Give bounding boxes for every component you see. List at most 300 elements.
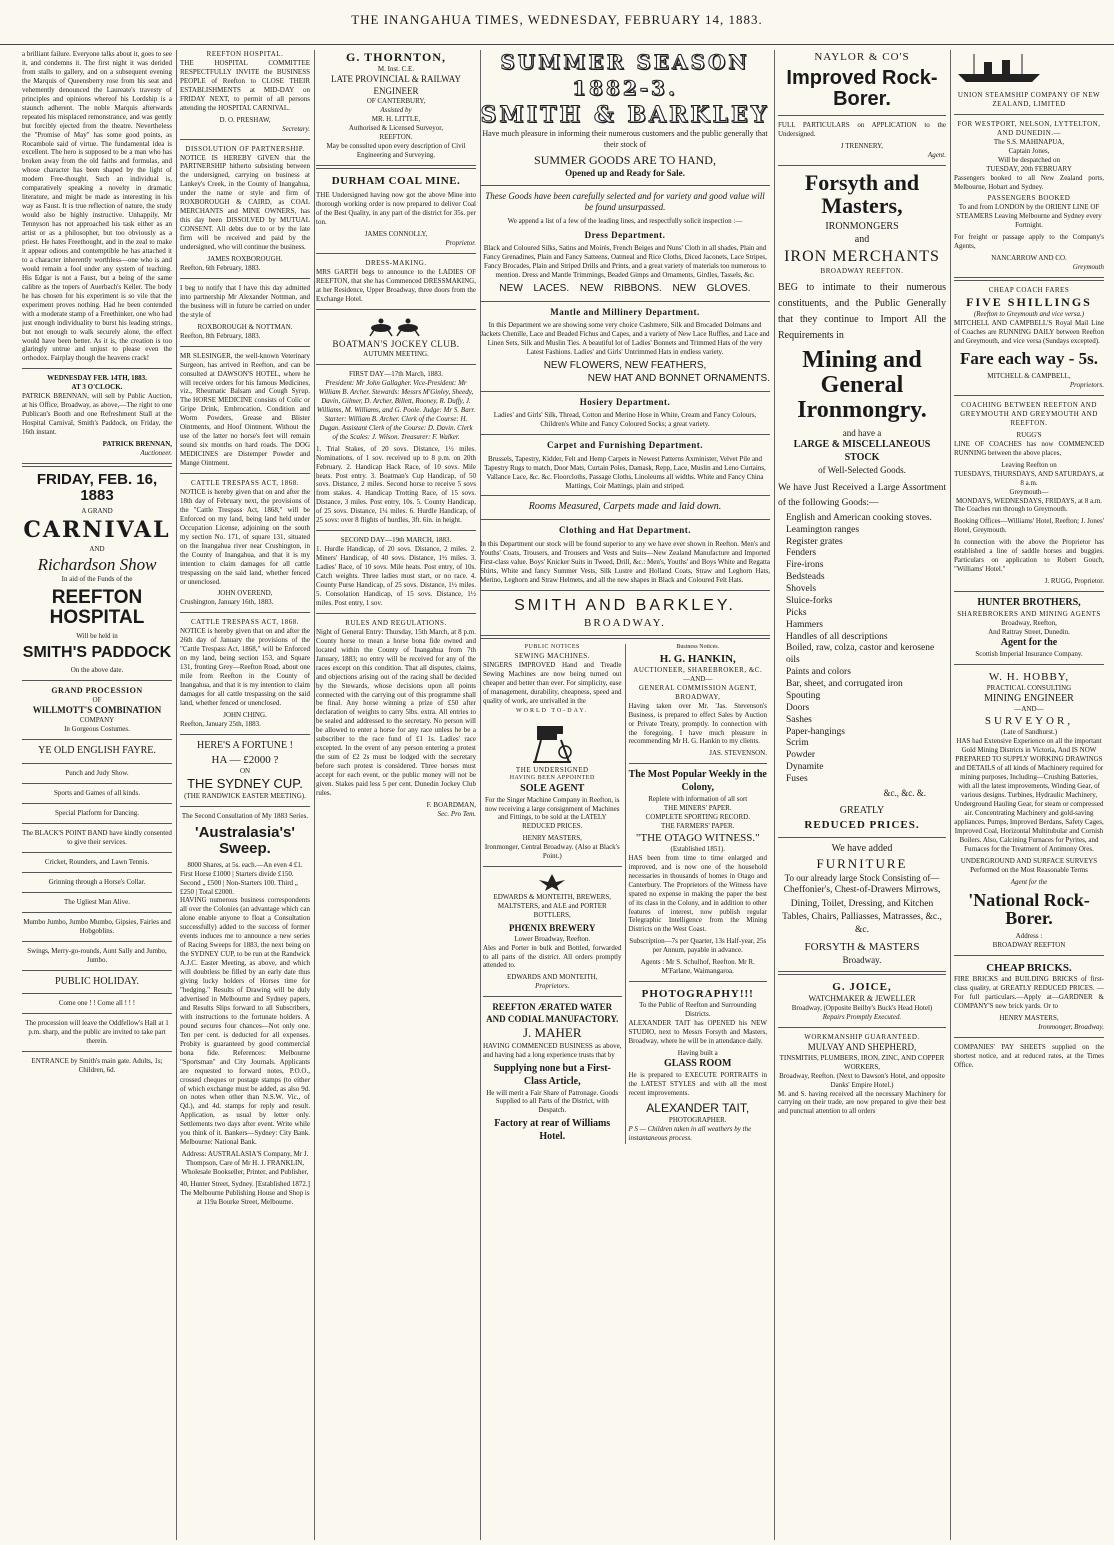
pay-sheets: COMPANIES' PAY SHEETS supplied on the shortest notice, and at reduced rates, at the Times Office.: [954, 1043, 1104, 1069]
swings: Swings, Merry-go-rounds, Aunt Sally and Jumbo, Jumbo.: [27, 946, 167, 964]
otago-witness: "THE OTAGO WITNESS.": [635, 831, 760, 844]
smith-barkley-footer: SMITH AND BARKLEY.: [514, 596, 736, 614]
sweep-title: 'Australasia's' Sweep.: [195, 824, 295, 857]
thornton-assisted: Assisted by: [380, 106, 412, 115]
goods-item: Picks: [786, 607, 807, 618]
goods-item: Register grates: [786, 536, 843, 547]
henry-masters: HENRY MASTERS,: [522, 834, 582, 843]
ruggs: RUGG'S: [1016, 430, 1042, 439]
divider: [22, 872, 172, 873]
and-text: AND: [89, 544, 105, 553]
on-text: ON: [239, 766, 251, 775]
thornton-licensed: Authorised & Licensed Surveyor,: [348, 124, 444, 133]
sharebrokers: SHAREBROKERS AND MINING AGENTS: [957, 609, 1101, 618]
divider: [180, 473, 310, 474]
hosiery-heading: Hosiery Department.: [579, 396, 671, 407]
divider: [22, 680, 172, 681]
trennery: J TRENNERY,: [840, 141, 884, 150]
sydney-cup: THE SYDNEY CUP.: [187, 775, 303, 791]
procession: GRAND PROCESSION: [51, 685, 143, 695]
mantle-heading: Mantle and Millinery Department.: [550, 306, 700, 317]
carnival-title: CARNIVAL: [23, 517, 171, 544]
divider: [316, 165, 476, 169]
divider: [22, 912, 172, 913]
coaching: COACHING BETWEEN REEFTON AND GREYMOUTH AND GREYMOUTH AND REEFTON.: [960, 400, 1098, 427]
laces: NEW LACES. NEW RIBBONS. NEW GLOVES.: [499, 283, 751, 294]
ha-prize: HA — £2000 ?: [211, 753, 279, 766]
hosiery-text: Ladies' and Girls' Silk, Thread, Cotton and Merino Hose in White, Cream and Fancy Colours, Children's White and Fancy Coloured Socks; a great variety.: [493, 411, 757, 429]
divider: [22, 970, 172, 971]
westport: FOR WESTPORT, NELSON, LYTTELTON, AND DUNEDIN.—: [957, 119, 1101, 137]
divider: [480, 391, 770, 392]
sweep-body: HAVING numerous business correspondents all over the Colonies (an advantage which can alone enable anyone to float a Consultation successfully) added to the success of former events induces me to announce a new series of Racing Sweeps for 1883, the next being on the SYDNEY CUP, to be run at the Randwick A.J.C. Easter Meeting, as above, and which will doubtless be filled by an early date thus giving lucky holders of Horses time for "hedging." Results of Drawing will be duly advertised in Melbourne and Sydney papers, and Results Slips forward to all Subscribers, with instructions to the fortunate holders. A pound secures four chances—Not only one. Ten per cent. is deducted for all expenses. Probity is guaranteed by good commercial bona fide. References: Melbourne "Sportsman" and City Journals. Applicants are requested to forward notes, P.O.O., crossed cheques or postage stamps (to either of which exchange must be added, as also 9d. on notes when other than N.S.W. Vic., of Qd.), and 4d. stamps for reply and result. Application, as usual by letter only. Settlements two days after event. Write while you think of it. Bankers—Sydney: City Bank. Melbourne: National Bank.: [180, 896, 310, 1147]
platform: Special Platform for Dancing.: [55, 809, 139, 818]
sewing-machine-icon: [527, 718, 577, 764]
coal-body: THE Undersigned having now got the above Mine into thorough working order is now prepared to deliver Coal of the Best Quality, in any part of the district for 35s. per ton.: [316, 191, 476, 226]
smiths-paddock: SMITH'S PADDOCK: [22, 644, 172, 662]
bricks-role: Ironmonger, Broadway.: [1038, 1023, 1104, 1032]
goods-item: Sashes: [786, 714, 812, 725]
goods-item: Spouting: [786, 690, 821, 701]
column-3: [316, 50, 481, 1540]
goods-item: Fenders: [786, 548, 817, 559]
divider: [954, 277, 1104, 281]
goods-item: Fuses: [786, 774, 808, 785]
masthead: THE INANGAHUA TIMES, WEDNESDAY, FEBRUARY 14, 1883.: [0, 0, 1114, 45]
tait-name: ALEXANDER TAIT,: [646, 1100, 750, 1115]
world-today: WORLD TO-DAY.: [516, 708, 589, 715]
farmers-paper: THE FARMERS' PAPER.: [661, 821, 735, 830]
smith-barkley-banner: SMITH & BARKLEY: [480, 102, 770, 129]
booking: Booking Offices—Williams' Hotel, Reefton; J. Jones' Hotel, Greymouth.: [954, 517, 1104, 535]
divider: [480, 434, 770, 435]
divider: [22, 993, 172, 994]
divider: [180, 278, 310, 279]
cattle2-sign: JOHN CHING.: [223, 710, 267, 719]
divider: [22, 463, 172, 467]
broadway-reefton: BROADWAY REEFTON.: [820, 267, 904, 276]
joice: G. JOICE,: [832, 981, 892, 994]
despatched: Will be despatched on: [997, 155, 1061, 164]
days2: MONDAYS, WEDNESDAYS, FRIDAYS, at 8 a.m.: [955, 496, 1103, 505]
witness-body: HAS been from time to time enlarged and improved, and is now one of the household necessaries in thousands of homes in Otago and Canterbury. The Proprietors of the Witness have spared no expense in making the paper the best of its class in the Colony, and in addition to other features of interest, now publish regular Telegraphic Intelligence from the Mining Districts on the West Coast.: [628, 853, 767, 934]
sandhurst: (Late of Sandhurst.): [1000, 728, 1058, 737]
divider: [22, 763, 172, 764]
stevenson-sign: JAS. STEVENSON.: [709, 749, 767, 758]
the-undersigned: THE UNDERSIGNED: [515, 766, 589, 775]
divider: [778, 115, 946, 116]
weekly: The Most Popular Weekly in the Colony,: [628, 769, 767, 794]
line-of-coaches: LINE OF COACHES has now COMMENCED RUNNING between the above places,: [954, 439, 1104, 457]
club-title: BOATMAN'S JOCKEY CLUB.: [332, 338, 460, 349]
thornton-little: MR. H. LITTLE,: [371, 115, 421, 124]
tuesday: TUESDAY, 20th FEBRUARY: [986, 164, 1072, 173]
cattle2-body: NOTICE is hereby given that on and after the 26th day of January the provisions of the "Cattle Trespass Act, 1868," will be Enforced on my land, being section 153, and Square 131, fronting Grey—Reefton Road, about one mile from Reefton in the County of Inangahua, and that it is my intention to claim damages for all cattle trespassing on the said land, whether fenced or unenclosed.: [180, 627, 310, 707]
dissolution-date: Reefton, 6th February, 1883.: [180, 263, 261, 272]
furniture-list: Cheffonier's, Chest-of-Drawers Mirrows, Dining, Toilet, Dressing, and Kitchen Tables, Chairs, Palliasses, Matrasses, &c., &c.: [782, 885, 942, 936]
connection: In connection with the above the Proprietor has established a line of saddle horses and buggies. Particulars on application to Robert Gouch, "Williams' Hotel.": [954, 538, 1104, 574]
brewery-body: EDWARDS & MONTEITH, BREWERS, MALTSTERS, and ALE and PORTER BOTTLERS,: [493, 893, 612, 920]
auction-time: AT 3 O'CLOCK.: [71, 383, 123, 392]
selected-text: These Goods have been carefully selected and for variety and good value will be found unsurpassed.: [485, 190, 765, 213]
hospital-sign: D. O. PRESHAW,: [219, 115, 271, 124]
brewery-role: Proprietors.: [535, 982, 570, 991]
shares: 8000 Shares, at 5s. each.—An even 4 £1.: [187, 860, 303, 869]
first-day: FIRST DAY—17th March, 1883.: [349, 370, 443, 379]
band: The BLACK'S POINT BAND have kindly consented to give their services.: [22, 829, 172, 846]
forsyth-masters: Forsyth and Masters,: [804, 169, 920, 218]
goods-to-hand: SUMMER GOODS ARE TO HAND,: [534, 152, 716, 167]
will-be-held: Will be held in: [76, 632, 118, 641]
agent-for: Agent for the: [1000, 636, 1058, 648]
richardson-show: Richardson Show: [37, 554, 157, 574]
willmott: WILLMOTT'S COMBINATION: [32, 704, 162, 715]
divider: [954, 114, 1104, 115]
holiday: PUBLIC HOLIDAY.: [55, 975, 139, 987]
sewing-title: SEWING MACHINES.: [514, 651, 590, 660]
well-selected: of Well-Selected Goods.: [818, 464, 906, 475]
and-text: and: [854, 233, 870, 245]
proprietors: Proprietors.: [1069, 381, 1104, 390]
divider: [480, 635, 770, 639]
goods-item: Bedsteads: [786, 572, 825, 583]
photographer: PHOTOGRAPHER.: [668, 1116, 727, 1125]
glass-heading: Having built a: [677, 1049, 718, 1058]
forsyth-masters-footer: FORSYTH & MASTERS: [804, 941, 920, 954]
divider: [480, 590, 770, 591]
randwick: (THE RANDWICK EASTER MEETING).: [184, 792, 306, 801]
furniture: FURNITURE: [816, 856, 908, 872]
rules-body: Night of General Entry: Thursday, 15th March, at 8 p.m. County horse to mean a horse bona fide owned and located within the County of Inangahua from 7th January, 1883; no entry will be received for any of the races except on this condition. That all disputes, claims, and objections arising out of the racing shall be decided by the Stewards, whose decisions upon all points connected with the carrying out of this programme shall be final. Any horse winning a prize of £50 after declaration of weights to carry 5lbs. extra. All entries to be sealed and addressed to the secretary. No person will be allowed to enter a horse for any race unless he be a subscriber to the race fund of £1 1s. Ladies' race excepted. In the event of any person entering a protest the sum of £2 2s must be lodged with the secretary before such protest is considered. Three horses must accept for each event, or the public money will not be given. Stakes paid less 5 per cent. Dunedin Jockey Club rules.: [316, 627, 476, 797]
and-label: —AND—: [1014, 705, 1044, 714]
photo-to: To the Public of Reefton and Surrounding Districts.: [639, 1001, 757, 1019]
dissolution-title: DISSOLUTION OF PARTNERSHIP.: [185, 144, 305, 153]
dress-title: DRESS-MAKING.: [365, 258, 427, 267]
public-notices-column: [480, 644, 625, 1144]
divider: [316, 530, 476, 531]
days: TUESDAYS, THURSDAYS, AND SATURDAYS, at 8 a.m.: [954, 469, 1104, 487]
greatly: GREATLY: [839, 805, 885, 817]
address-label: Address :: [1015, 932, 1043, 941]
surveyor: SURVEYOR,: [984, 715, 1074, 728]
maher: J. MAHER: [522, 1025, 582, 1041]
divider: [316, 613, 476, 614]
thornton-name: G. THORNTON,: [346, 50, 446, 64]
above-date: On the above date.: [70, 665, 124, 674]
dissolution-sign: JAMES ROXBOROUGH.: [207, 255, 283, 264]
carpet-heading: Carpet and Furnishing Department.: [546, 440, 703, 451]
greymouth: Greymouth: [1072, 263, 1104, 272]
bricks-sign: HENRY MASTERS,: [999, 1014, 1059, 1023]
divider: [778, 1027, 946, 1028]
auction-role: Auctioneer.: [140, 448, 172, 457]
partnership-body: I beg to notify that I have this day admitted into partnership Mr Alexander Nottman, and the business will in future be carried on under the style of: [180, 283, 310, 319]
intro: Have much pleasure in informing their numerous customers and the public generally that their stock of: [482, 129, 768, 149]
divider: [483, 866, 622, 867]
divider: [180, 734, 310, 735]
cattle1-sign: JOHN OVEREND,: [217, 589, 273, 598]
agent-body: For the Singer Machine Company in Reefton, is now receiving a large consignment of Machines and Fittings, to be sold at the LATELY REDUCED PRICES.: [484, 795, 620, 831]
mining-ironmongry: Mining and General Ironmongry.: [797, 347, 927, 424]
goods-item: English and American cooking stoves.: [786, 512, 932, 523]
ps-note: P S — Children taken in all weathers by the instantaneous process.: [628, 1124, 752, 1142]
append-text: We append a list of a few of the leading lines, and respectfully solicit inspection :—: [507, 216, 743, 225]
divider: [954, 591, 1104, 592]
thornton-late: LATE PROVINCIAL & RAILWAY ENGINEER: [331, 74, 461, 96]
already-stock: To our already large Stock Consisting of—: [784, 872, 940, 883]
divider: [22, 368, 172, 369]
public-notices-label: PUBLIC NOTICES: [524, 644, 580, 651]
leaving: Leaving Reefton on: [1001, 460, 1057, 469]
goods-list: [778, 513, 946, 786]
bricks-body: FIRE BRICKS and BUILDING BRICKS of first-class quality, at GREATLY REDUCED PRICES. —For full particulars.—Apply at—GARDNER & COMPANY'S new brick yards. Or to: [954, 975, 1104, 1011]
column-2: [180, 50, 315, 1540]
divider: [778, 971, 946, 975]
ship-name: The S.S. MAHINAPUA,: [993, 137, 1065, 146]
partnership-firm: ROXBOROUGH & NOTTMAN.: [197, 322, 293, 331]
divider: [180, 139, 310, 140]
goods-item: Bar, sheet, and corrugated iron: [786, 679, 903, 690]
practical: PRACTICAL CONSULTING: [986, 683, 1072, 692]
hankin-name: H. G. HANKIN,: [659, 652, 736, 665]
hunter-brothers: HUNTER BROTHERS,: [977, 597, 1081, 609]
punch: Punch and Judy Show.: [65, 769, 129, 778]
goods-item: Fire-irons: [786, 560, 824, 571]
repairs: Repairs Promptly Executed.: [822, 1013, 902, 1022]
rattray: And Rattray Street, Dunedin.: [988, 627, 1070, 636]
freight: For freight or passage apply to the Company's Agents,: [954, 233, 1104, 251]
fayre: YE OLD ENGLISH FAYRE.: [38, 745, 156, 757]
divider: [316, 309, 476, 310]
autumn-meeting: AUTUMN MEETING.: [363, 350, 429, 359]
tinsmiths: TINSMITHS, PLUMBERS, IRON, ZINC, AND COPPER WORKERS,: [779, 1053, 945, 1071]
flowers: NEW FLOWERS, NEW FEATHERS,: [543, 360, 707, 372]
procession-leave: The procession will leave the Oddfellow's Hall at 1 p.m. sharp, and the public are invited to take part therein.: [25, 1019, 169, 1046]
broadway-footer: Broadway.: [842, 954, 882, 965]
hankin-body: Having taken over Mr. 'Jas. Stevenson's Business, is prepared to effect Sales by Auction or Private Treaty, promptly. In connection with the foregoing, I have much pleasure in recommending Mr H. G. Hankin to my clients.: [628, 701, 767, 746]
iron-merchants: IRON MERCHANTS: [784, 247, 940, 265]
fortune: HERE'S A FORTUNE !: [197, 739, 293, 751]
carpet-text: Brussels, Tapestry, Kidder, Felt and Hemp Carpets in Newest Patterns Axminister, Velvet Pile and Tapestry Rugs to match, Door Mats, Curtain Poles, Damask, Repp, Lace, Muslin and Leno Curtains, Vallance Lace, &c. &c. Floorcloths, Passage Cloths, Linoleums all widths. White and Fancy China Mattings, Coir Mattings, plain and striped.: [484, 454, 766, 490]
cattle1-body: NOTICE is hereby given that on and after the 18th day of February next, the provisions of the "Cattle Trespass Act, 1868," will be Enforced on my land, being land held under Occupation License, adjoining on the south my section No. 171, of square 131, situated on the Inangahua river near Crushington, in the County of Inangahua, and that it is my intention to claim damages for all cattle trespassing on the said land, whether fenced or unenclosed.: [180, 487, 310, 586]
hunter-address: Broadway, Reefton,: [1001, 618, 1057, 627]
gca: GENERAL COMMISSION AGENT, BROADWAY,: [638, 683, 757, 701]
vet-body: MR SLESINGER, the well-known Veterinary Surgeon, has arrived in Reefton, and can be consulted at DAWSON'S HOTEL, where he will receive orders for his famous Medicines, viz., Rheumatic Balsam and Cough Syrup. The HORSE MEDICINE consists of Colic or Gripe Drink, Embrocation, Condition and Worm Powders, Grease and Blister Ointments, and Hoof Ointment. Without the use of the latter no horse's feet will remain sound six months on hard roads. The DOG MEDICINES are Distemper Powder and Mange Ointment.: [180, 351, 310, 468]
we-have-added: We have added: [831, 843, 893, 855]
goods-item: Leamington ranges: [786, 524, 860, 535]
rooms: Rooms Measured, Carpets made and laid down.: [528, 501, 722, 513]
agent-for-2: Agent for the: [1010, 877, 1048, 886]
divider: [22, 941, 172, 942]
divider: [778, 837, 946, 838]
divider: [22, 852, 172, 853]
clothing-text: In this Department our stock will be found superior to any we have ever shown in Reefton. Men's and Youths' Coats, Trousers, and Trousers and Vests and Suits—New Zealand Manufacture and Imported First-class value. Boys' Knicker Suits in Tweed, Drill, &c.: Men's, Youths' and Boys White and Regatta Shirts, White and fancy Summer Vests, Silk Lustre and Holland Coats, Straw and Leghorn Hats, Merino, Leghorn and Straw Helmets, and all the new shapes in Black and Coloured Felt Hats.: [480, 539, 770, 584]
subscription: Subscription—7s per Quarter, 13s Half-year, 25s per Annum, payable in advance.: [629, 937, 767, 955]
clothing-heading: Clothing and Hat Department.: [558, 525, 691, 536]
column-1: [22, 50, 177, 1540]
dress-dept-text: Black and Coloured Silks, Satins and Moirés, French Beiges and Nuns' Cloth in all shades, Plain and Fancy Grenadines, Plain and Fancy Satteens, Oatmeal and Rice Cloths, Diced Jaconets, Lace Stripes, Fancy Brocades, Plain and Striped Drills and Prints, and a great variety of materials too numerous to mention. Dress and Mantle Trimmings, Beaded Gimps and Ornaments, Girdles, Tassels, &c.: [483, 244, 767, 280]
divider: [480, 301, 770, 302]
goods-item: Doors: [786, 702, 810, 713]
hobby: W. H. HOBBY,: [988, 670, 1070, 683]
fare-each-way: Fare each way - 5s.: [959, 349, 1099, 369]
brewery-address: Lower Broadway, Reefton.: [514, 934, 591, 943]
photo-body: ALEXANDER TAIT has OPENED his NEW STUDIO, next to Messrs Forsyth and Masters, Broadway, where he will be in attendance daily.: [628, 1019, 767, 1046]
hospital-role: Secretary.: [282, 124, 310, 133]
divider: [22, 739, 172, 740]
rugg-sign: J. RUGG, Proprietor.: [1044, 577, 1104, 586]
phoenix-brewery: PHŒNIX BREWERY: [509, 923, 596, 934]
goods-item: Sluice-forks: [786, 595, 833, 606]
trennery-agent: Agent.: [927, 150, 946, 159]
divider: [480, 495, 770, 496]
club-role: Sec. Pro Tem.: [437, 809, 476, 818]
divider: [22, 823, 172, 824]
guaranteed: WORKMANSHIP GUARANTEED.: [804, 1033, 920, 1042]
coal-role: Proprietor.: [445, 238, 476, 247]
divider: [480, 519, 770, 520]
goods-item: Paper-hangings: [786, 726, 845, 737]
goods-item: Hammers: [786, 619, 823, 630]
divider: [483, 996, 622, 997]
business-notices-column: [625, 644, 771, 1144]
national-rock-borer: 'National Rock-Borer.: [968, 889, 1090, 929]
second-day: SECOND DAY—19th MARCH, 1883.: [340, 536, 452, 545]
club-sign: F. BOARDMAN,: [426, 800, 476, 809]
grinning: Grinning through a Horse's Collar.: [48, 877, 146, 886]
through: The Coaches run through to Greymouth.: [954, 505, 1068, 514]
five-sub: (Reefton to Greymouth and vice versa.): [973, 310, 1085, 319]
sole-agent: SOLE AGENT: [520, 782, 585, 794]
steamship-icon: [954, 52, 1044, 86]
scottish: Scottish Imperial Insurance Company.: [975, 649, 1083, 658]
costumes: In Gorgeous Costumes.: [64, 725, 130, 734]
brewery-text: Ales and Porter in bulk and Bottled, forwarded to all parts of the district. All orders promptly attended to.: [483, 943, 622, 970]
sporting: COMPLETE SPORTING RECORD.: [645, 812, 750, 821]
broadway: BROADWAY.: [584, 617, 666, 630]
rock-borer: Improved Rock-Borer.: [786, 67, 938, 111]
thornton-reefton: REEFTON.: [379, 133, 413, 142]
in-aid: In aid of the Funds of the: [61, 575, 133, 584]
hospital-title: REEFTON HOSPITAL.: [206, 50, 284, 58]
divider: [778, 165, 946, 166]
sweep-address: Address: AUSTRALASIA'S Company, Mr J. Thompson, Care of Mr H. J. FRANKLIN, Wholesale Bookseller, Printer, and Publisher,: [181, 1150, 309, 1177]
having-been-appointed: HAVING BEEN APPOINTED: [509, 775, 595, 782]
entrance: ENTRANCE by Smith's main gate. Adults, 1s; Children, 6d.: [31, 1057, 163, 1075]
cattle2-title: CATTLE TRESPASS ACT, 1868.: [191, 618, 299, 627]
carnival-date: FRIDAY, FEB. 16, 1883: [36, 470, 158, 504]
naylor: NAYLOR & CO'S: [814, 51, 910, 63]
photography: PHOTOGRAPHY!!!: [641, 988, 754, 1001]
and-divider: —AND—: [683, 674, 713, 683]
dress-dept-heading: Dress Department.: [584, 229, 666, 240]
auction-body: PATRICK BRENNAN, will sell by Public Auction, at his Office, Broadway, as above,—The right to one Publican's Booth and one Refreshment Stall at the Hospital Carnival, Smith's Paddock, on Friday, the 16th instant.: [22, 392, 172, 437]
prizes: First Horse £1000 | Starters divide £150. Second „ £500 | Non-Starters 100. Third „ £250 | Total £2000.: [180, 869, 298, 896]
miners-paper: THE MINERS' PAPER.: [663, 803, 732, 812]
column-5: [778, 50, 951, 1540]
etc: &c., &c. &.: [883, 787, 926, 798]
sports: Sports and Games of all kinds.: [54, 789, 140, 798]
thornton-consulted: May be consulted upon every description of Civil Engineering and Surveying.: [326, 142, 466, 160]
greymouth-label: Greymouth—: [1009, 487, 1049, 496]
summer-season: SUMMER SEASON 1882-3.: [500, 50, 750, 100]
mitchell-campbell: MITCHELL & CAMPBELL,: [987, 372, 1071, 381]
cricket: Cricket, Rounders, and Lawn Tennis.: [44, 857, 150, 866]
cattle2-date: Reefton, January 25th, 1883.: [180, 719, 261, 728]
bonnet: NEW HAT AND BONNET ORNAMENTS.: [587, 372, 770, 384]
mulvay-body: M. and S. having received all the necessary Machinery for carrying on their trade, are now prepared to give their best and punctual attention to all orders: [778, 1089, 946, 1116]
of-text: OF: [92, 696, 102, 705]
nancarrow: NANCARROW AND CO.: [991, 254, 1067, 263]
races-day1: 1. Trial Stakes, of 20 sovs. Distance, 1½ miles. Nominations, of 1 sov. received up to 8 p.m. on 20th February. 2. Handicap Hack Race, of 10 sovs. Mile heats. Post entry. 3. Boatman's Cup Handicap, of 50 sovs. Distance, 2 miles. Second horse to receive 5 sovs from stakes. 4. Handicap Trotting Race, of 15 sovs. Distance, 3 miles. Post entry, 10s. 5. County Handicap, of 25 sovs. Distance, 1¼ miles. 6. Hurdle Handicap, of 25 sovs: over 8 flights of hurdles, 3ft. 6in. in height.: [316, 444, 476, 525]
races-day2: 1. Hurdle Handicap, of 20 sovs. Distance, 2 miles. 2. Miners' Handicap, of 40 sovs. Distance, 1½ miles. 3. Ladies' Race, of 10 sovs. Mile heats. Post entry, of 10s. Catch weights. Three ladies must start, or no race. 4. County Purse Handicap, of 25 sovs. Distance, 1½ miles. 5. Consolation Handicap, of 15 sovs. Distance, 1½ miles. Post entry, 1 sov.: [316, 545, 476, 607]
mulvay: MULVAY AND SHEPHERD,: [807, 1042, 917, 1053]
usc-title: UNION STEAMSHIP COMPANY OF NEW ZEALAND, LIMITED: [957, 90, 1101, 108]
large-stock: LARGE & MISCELLANEOUS STOCK: [793, 439, 931, 463]
hobby-body: HAS had Extensive Experience on all the important Gold Mining Districts in Victoria, And IS NOW PREPARED TO SUPPLY WORKING DRAWINGS and DETAILS of all kinds of Machinery required for mining purposes, Including—Crushing Batteries, with all the latest improvements, Winding Gear, of various designs. Turbines, Hydraulic Machinery, Underground Hauling Gear, for steam or compressed air. Concentrating Machinery and gold-saving appliances. Pumps, Improved Berdans, Safety Cages, Improved Coal, Horizontal Multitubular and Cornish Boilers. Also, Calcining Furnaces for Pyrites, and Furnaces for the Treatment of Antimony Ores.: [954, 737, 1104, 853]
thornton-cant: OF CANTERBURY,: [366, 97, 426, 106]
coal-title: DURHAM COAL MINE.: [331, 175, 461, 188]
dress-body: MRS GARTH begs to announce to the LADIES OF REEFTON, that she has Commenced DRESSMAKING, at her Residence, Upper Broadway, three doors from the Exchange Hotel.: [316, 267, 476, 303]
mining-engineer: MINING ENGINEER: [984, 692, 1074, 704]
mulvay-address: Broadway, Reefton. (Next to Dawson's Hotel, and opposite Danks' Empire Hotel.): [779, 1071, 945, 1089]
watchmaker: WATCHMAKER & JEWELLER: [808, 994, 916, 1004]
goods-item: Handles of all descriptions: [786, 631, 888, 642]
ironmonger: Ironmonger, Central Broadway. (Also at Black's Point.): [484, 843, 620, 861]
glass-room: GLASS ROOM: [663, 1058, 732, 1069]
divider: [629, 763, 768, 764]
opened: Opened up and Ready for Sale.: [565, 168, 685, 179]
column-6: [954, 50, 1104, 1540]
dissolution-body: NOTICE IS HEREBY GIVEN that the PARTNERSHIP hitherto subsisting between the undersigned, carrying on business at Lankey's Creek, in the County of Inangahua, under the name or style and firm of ROXBOROUGH & CAIRD, as COAL MERCHANTS and MINE OWNERS, has this day been DISSOLVED by MUTUAL CONSENT. All debts due to or by the late firm will be received and paid by the undersigned, who will continue the business.: [180, 153, 310, 252]
a-grand: A GRAND: [81, 507, 113, 516]
second-consultation: The Second Consultation of My 1883 Series.: [181, 812, 309, 821]
mumbo: Mumbo Jumbo, Jumbo Mumbo, Gipsies, Fairies and Hobgoblins.: [23, 917, 171, 935]
cheap-bricks: CHEAP BRICKS.: [986, 962, 1072, 975]
full-particulars: FULL PARTICULARS on APPLICATION to the Undersigned.: [778, 121, 946, 139]
divider: [180, 806, 310, 807]
mantle-text: In this Department we are showing some very choice Cashmere, Silk and Brocaded Dolmans and Jackets Chenille, Lace and Beaded Fichus and Capes, and a variety of New Lace Ruffles, and Lace and Linen Sets, Silk and Muslin Ties. A beautiful lot of Ladies' Bonnets and Trimmed Hats of the very Latest Fashions. Ladies' and Girls' Untrimmed Hats in endless variety.: [480, 321, 770, 357]
sweep-street: 40, Hunter Street, Sydney. [Established 1872.] The Melbourne Publishing House and Shop is at 119a Bourke Street, Melbourne.: [180, 1180, 310, 1206]
divider: [180, 346, 310, 347]
divider: [22, 892, 172, 893]
goods-item: Shovels: [786, 584, 817, 595]
column-4: [480, 50, 775, 1540]
article-text: a brilliant failure. Everyone talks about it, goes to see it, and condemns it. The first night it was derided from stalls to gallery, and on a subsequent evening the Marquis of Queensberry rose from his seat and vehemently denounced the Laureate's travesty of principles and opinions whereof his Lordship is a staunch adherent. The noble Marquis afterwards repeated his misplaced remonstrance, and was gently but forcibly ejected from the theatre. Nevertheless the "Promise of May" has some good points, as Rocambole said of virtue. The fundamental idea is excellent. The hero is supposed to be a man who has broken away from the old faiths and formulas, and whose character has been shaped by the light of modern Free-thought. Such an individual is, comparatively speaking a novelty in dramatic literature, and might be made as interesting in his way as Faust. It is true reflection of nature, the study would also be highly instructive. Unhappily, Mr Tennyson has not approached his task either as an artist or as a philosopher, but too obviously as a priest. He hates Freethought, and in the zeal to make it appear odious and contemptible he has attached it to a character inherently worthless—one who is and would remain a fool under any system of teaching. His Edgar is not a Faust, but a being of the same calibre as the topers of Auerbach's Keller. The body he has chosen for his experiment is so vile that the experiment proves nothing. Had he been contended with a moderate stamp of a Freethinker, one who had just enough individuality to burst his leading strings, but not enough to walk securely alone, the effect would have been better. As it is, the creation is too glaringly untrue and unjust to please even the orthodox. Fairplay though the heavens crack!: [22, 50, 172, 363]
share-text: He will merit a Fair Share of Patronage. Goods Supplied to all Parts of the District, with Despatch.: [486, 1088, 619, 1115]
london: To and from LONDON by the ORIENT LINE OF STEAMERS Leaving Melbourne and Sydney every Fortnight.: [956, 203, 1102, 230]
maher-body: HAVING COMMENCED BUSINESS as above, and having had a long experience trusts that by: [483, 1042, 622, 1059]
divider: [316, 364, 476, 365]
officials: President: Mr John Gallagher. Vice-President: Mr William B. Archer. Stewards: Messrs M'Ginley, Sheedy, Davin, Gilmer, D. Archer, Billett, Rooney, R. Duffy, J. Williams, M. Williams, and G. Poole. Judge: Mr S. Barr. Starter: William B. Archer. Clerk of the Course: H. Dugan. Assistant Clerk of the Course: D. Davin. Clerk of the Scales: J. Wilson. Treasurer: F. Walker.: [316, 379, 476, 441]
replete: Replete with information of all sort: [648, 794, 748, 803]
brewery-sign: EDWARDS AND MONTEITH,: [507, 973, 598, 982]
divider: [22, 1051, 172, 1052]
cattle1-title: CATTLE TRESPASS ACT, 1868.: [191, 479, 299, 488]
beg-text: BEG to intimate to their numerous constituents, and the Public Generally that they continue to Import All the Requirements in: [778, 282, 946, 342]
five-shillings: FIVE SHILLINGS: [966, 295, 1092, 310]
goods-item: Scrim: [786, 738, 809, 749]
divider: [180, 612, 310, 613]
partnership-date: Reefton, 8th February, 1883.: [180, 331, 261, 340]
established: (Established 1851).: [670, 844, 725, 853]
rules-title: RULES AND REGULATIONS.: [345, 618, 447, 627]
address-value: BROADWAY REEFTON: [992, 941, 1066, 950]
goods-item: Powder: [786, 750, 816, 761]
supplying: Supplying none but a First-Class Article,: [493, 1062, 611, 1087]
pass-booked: PASSENGERS BOOKED: [987, 194, 1071, 203]
phoenix-icon: [537, 872, 567, 892]
